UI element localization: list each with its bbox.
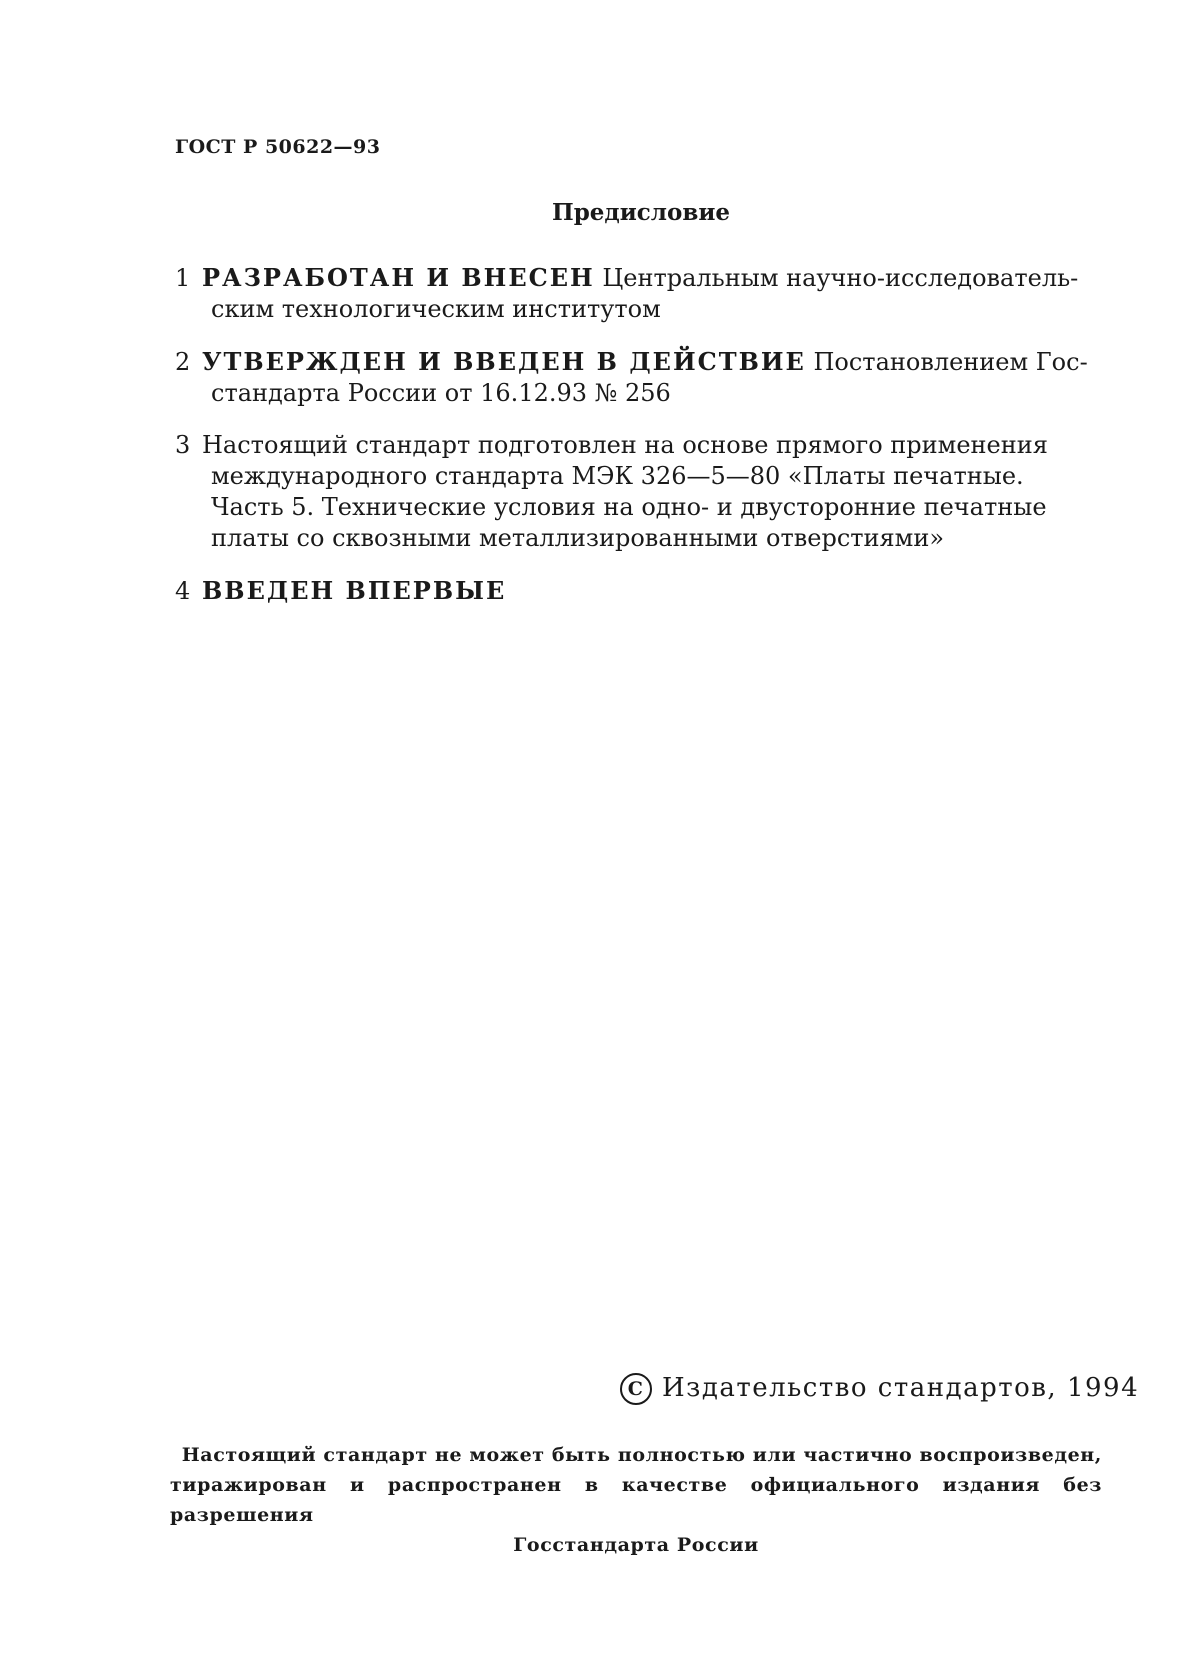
document-code: ГОСТ Р 50622—93 — [175, 136, 381, 158]
item-text: Центральным научно-исследователь- — [602, 264, 1079, 292]
copyright-line — [620, 1373, 1140, 1405]
notice-line: Госстандарта России — [513, 1534, 759, 1556]
preface-title: Предисловие — [551, 199, 731, 226]
item-number: 2 — [175, 348, 191, 376]
item-number: 1 — [175, 264, 191, 292]
item-text: Настоящий стандарт подготовлен на основе прямого применения — [202, 431, 1048, 459]
item-text-continued: международного стандарта МЭК 326—5—80 «Платы печатные. — [211, 462, 1024, 490]
item-text-continued: платы со сквозными металлизированными отверстиями» — [211, 524, 945, 552]
preface-item-1 — [175, 262, 1105, 325]
copyright-text: Издательство стандартов, 1994 — [662, 1373, 1140, 1403]
notice-line: Настоящий стандарт не может быть полностью или частично воспроизведен, — [181, 1444, 1102, 1466]
copyright-icon: C — [620, 1373, 652, 1405]
item-text-continued: Часть 5. Технические условия на одно- и двусторонние печатные — [211, 493, 1047, 521]
preface-item-4 — [175, 575, 1105, 607]
item-text-continued: стандарта России от 16.12.93 № 256 — [211, 379, 671, 407]
preface-item-3 — [175, 430, 1105, 554]
item-text: Постановлением Гос- — [813, 348, 1088, 376]
preface-list — [175, 262, 1105, 628]
reproduction-notice — [170, 1440, 1102, 1560]
item-lead: УТВЕРЖДЕН И ВВЕДЕН В ДЕЙСТВИЕ — [202, 347, 806, 376]
item-text-continued: ским технологическим институтом — [211, 295, 661, 323]
item-number: 3 — [175, 431, 191, 459]
preface-item-2 — [175, 346, 1105, 409]
notice-line: тиражирован и распространен в качестве официального издания без разрешения — [170, 1474, 1102, 1526]
item-number: 4 — [175, 577, 191, 605]
item-lead: ВВЕДЕН ВПЕРВЫЕ — [202, 576, 507, 605]
item-lead: РАЗРАБОТАН И ВНЕСЕН — [202, 263, 595, 292]
